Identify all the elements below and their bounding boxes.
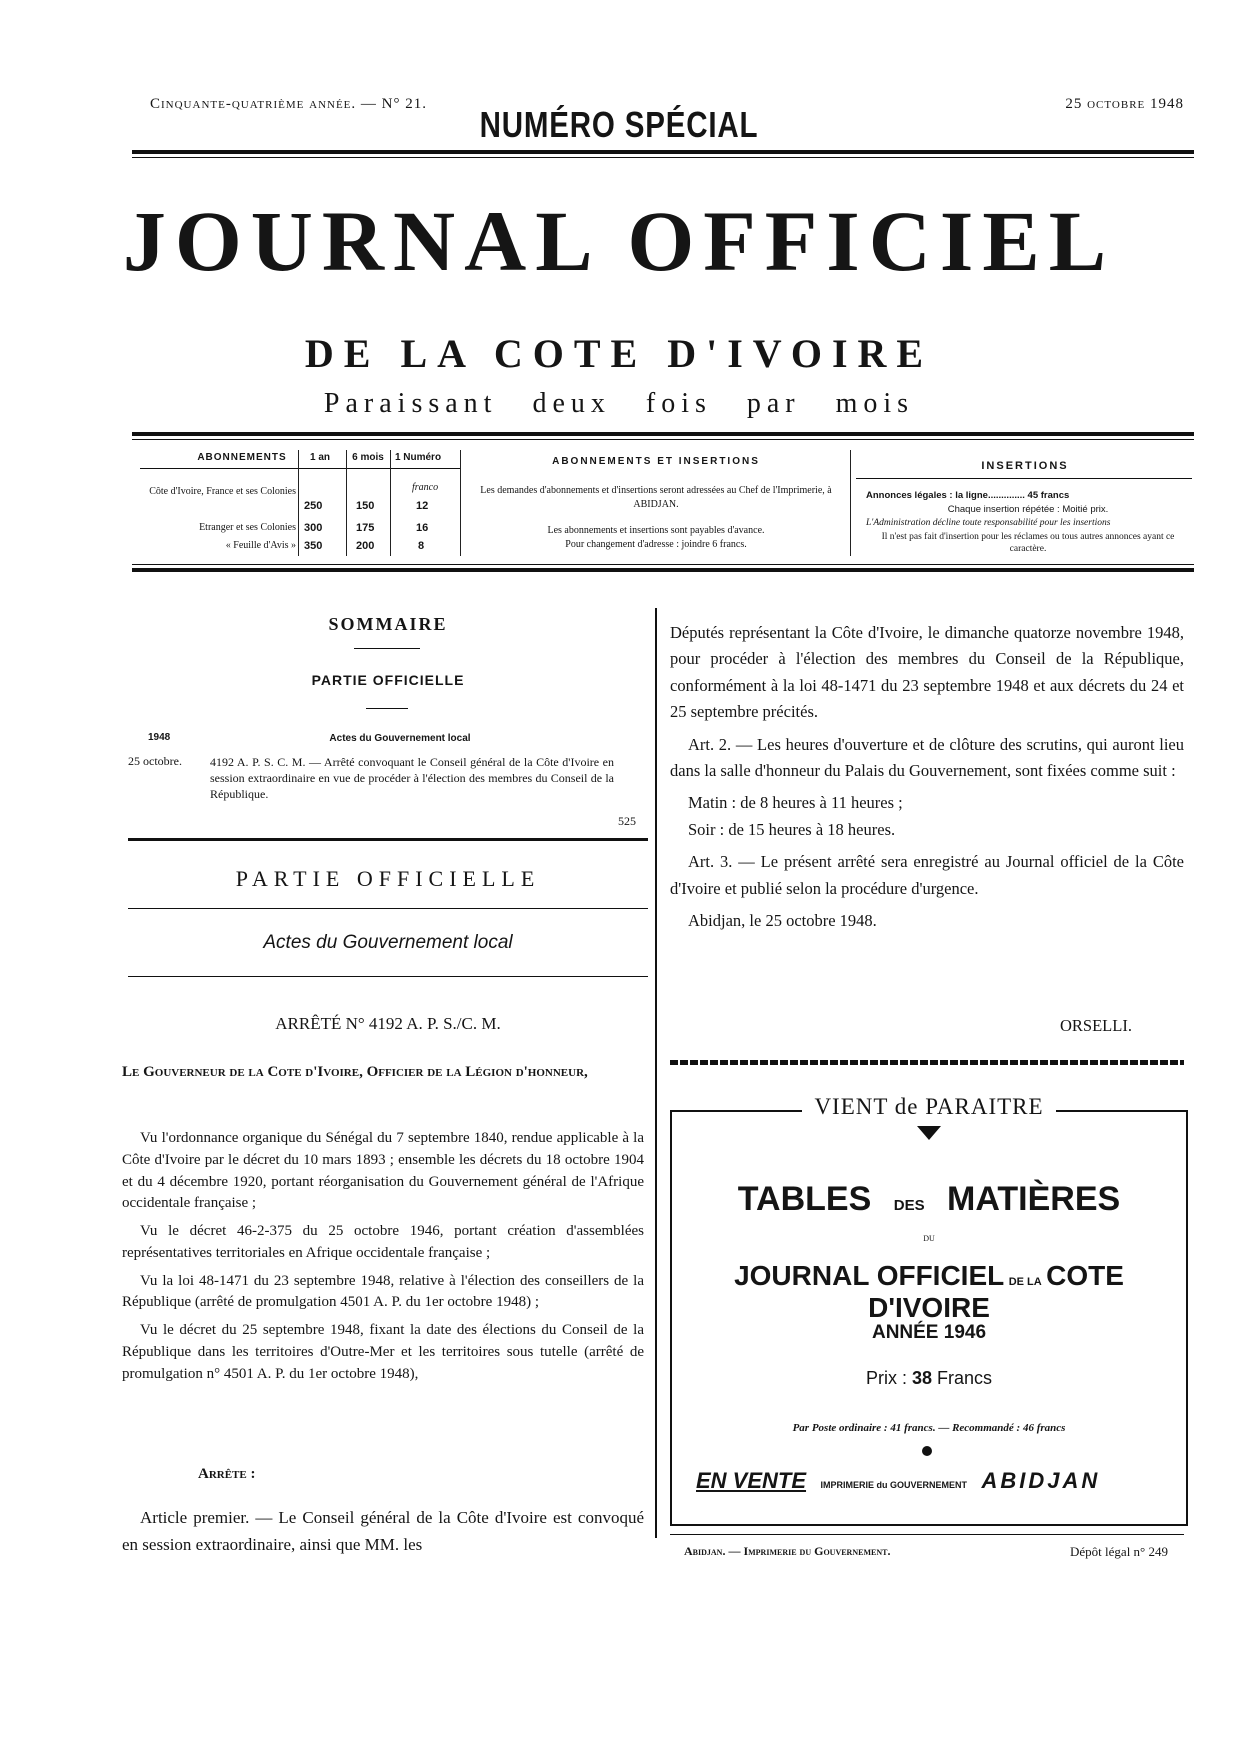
sommaire-ornament [354, 648, 420, 649]
ad-en-vente: EN VENTE [696, 1468, 807, 1493]
subs-row-1-six: 150 [356, 500, 375, 512]
ad-imprimerie: IMPRIMERIE du GOUVERNEMENT [820, 1480, 967, 1490]
subs-divider-4 [460, 450, 461, 556]
masthead-rule-top [132, 150, 1194, 154]
table-rule-bottom-thin [132, 564, 1194, 565]
partie-title: PARTIE OFFICIELLE [235, 866, 541, 891]
subs-row-2-year: 300 [304, 522, 323, 534]
table-rule-bottom [132, 568, 1194, 572]
insertions-header: INSERTIONS [981, 460, 1069, 472]
abo-insertions-line-3: Pour changement d'adresse : joindre 6 francs. [565, 539, 747, 550]
ad-de-la: DE LA [1008, 1276, 1042, 1288]
ad-jo-line [672, 1260, 1186, 1324]
insertions-line-1: Annonces légales : la ligne.............. 45 francs [866, 490, 1070, 501]
hours-soir: Soir : de 15 heures à 18 heures. [688, 819, 896, 839]
signature: ORSELLI. [1060, 1016, 1132, 1035]
ad-abidjan: ABIDJAN [981, 1468, 1101, 1493]
abo-insertions-header: ABONNEMENTS ET INSERTIONS [552, 456, 760, 467]
insertions-line-3: L'Administration décline toute responsabilité pour les insertions [866, 518, 1111, 528]
insertions-divider [850, 450, 851, 556]
subs-row-3-issue: 8 [418, 540, 425, 552]
subs-row-2-six: 175 [356, 522, 375, 534]
ad-en-vente-line [696, 1468, 1166, 1494]
partie-subtitle: Actes du Gouvernement local [263, 932, 513, 953]
ad-du: DU [923, 1234, 935, 1243]
arrete-label: Arrête : [198, 1466, 256, 1482]
edition-number: Cinquante-quatrième année. — N° 21. [150, 96, 427, 112]
vu-paragraph-4: Vu le décret du 25 septembre 1948, fixant la date des élections du Conseil de la République dans les territoires d'Outre-Mer et les territoires sous tutelle (arrêté de promulgation n° 4501 A. P. du 1er octobre 1948), [122, 1322, 644, 1382]
subs-row-1-issue: 12 [416, 500, 429, 512]
ad-prix-value: 38 [911, 1368, 933, 1388]
subs-row-3-six: 200 [356, 540, 375, 552]
subs-divider-1 [298, 450, 299, 556]
sommaire-title: SOMMAIRE [328, 614, 448, 634]
issue-date: 25 octobre 1948 [1065, 96, 1184, 112]
hours-matin: Matin : de 8 heures à 11 heures ; [688, 793, 903, 813]
vu-list [122, 1128, 644, 1391]
insertions-line-2: Chaque insertion répétée : Moitié prix. [947, 504, 1109, 515]
sommaire-entry-date: 25 octobre. [128, 754, 182, 768]
col-year: 1 an [309, 452, 330, 463]
journal-frequency: Paraissant deux fois par mois [323, 388, 915, 419]
subs-divider-3 [390, 450, 391, 556]
subs-row-3-year: 350 [304, 540, 323, 552]
partie-subtitle-rule [128, 976, 648, 977]
ad-prix-unit: Francs [937, 1368, 993, 1388]
ad-annee: ANNÉE 1946 [871, 1322, 987, 1343]
sommaire-heading: Actes du Gouvernement local [329, 733, 471, 744]
ad-poste: Par Poste ordinaire : 41 francs. — Recommandé : 46 francs [792, 1422, 1066, 1434]
abo-insertions-line-2: Les abonnements et insertions sont payables d'avance. [547, 525, 765, 536]
sommaire-section-rule [366, 708, 408, 709]
insertions-line-4: Il n'est pas fait d'insertion pour les réclames ou tous autres annonces ayant ce caractère. [881, 532, 1175, 554]
ad-ci: COTE D'IVOIRE [868, 1260, 1124, 1323]
subs-row-1-year: 250 [304, 500, 323, 512]
ad-jo: JOURNAL OFFICIEL [734, 1260, 1005, 1291]
sommaire-entry-text: 4192 A. P. S. C. M. — Arrêté convoquant le Conseil général de la Côte d'Ivoire en session extraordinaire en vue de procéder à l'élection des membres du Conseil de la République. [210, 755, 614, 802]
ad-des: DES [893, 1197, 925, 1214]
subs-divider-2 [346, 450, 347, 556]
place-date: Abidjan, le 25 octobre 1948. [688, 910, 877, 930]
ad-tables: TABLES [737, 1180, 872, 1218]
footer-rule [670, 1534, 1184, 1535]
col-issue: 1 Numéro [394, 452, 442, 463]
special-issue-label: NUMÉRO SPÉCIAL [479, 104, 759, 145]
column-divider [655, 608, 657, 1538]
table-rule-top [132, 432, 1194, 436]
continuation-paragraph: Députés représentant la Côte d'Ivoire, le dimanche quatorze novembre 1948, pour procéder à l'élection des membres du Conseil de la République, conformément à la loi 48-1471 du 23 septembre 1948 et aux décrets du 24 et 25 septembre précités. [670, 623, 1184, 722]
partie-rule [128, 908, 648, 909]
col-six-months: 6 mois [352, 452, 384, 463]
subscriptions-header: ABONNEMENTS [197, 452, 287, 463]
insertions-header-rule [856, 478, 1192, 479]
franco-label: franco [412, 482, 439, 493]
footer-printer: Abidjan. — Imprimerie du Gouvernement. [684, 1544, 891, 1558]
ad-matieres: MATIÈRES [947, 1180, 1121, 1218]
sommaire-section: PARTIE OFFICIELLE [311, 672, 465, 688]
table-rule-top-thin [132, 439, 1194, 440]
vu-paragraph-3: Vu la loi 48-1471 du 23 septembre 1948, relative à l'élection des conseillers de la République (arrêté de promulgation 4501 A. P. du 1er octobre 1948) ; [122, 1272, 644, 1311]
right-column-text [670, 620, 1184, 940]
subs-header-rule [140, 468, 460, 469]
subs-row-2-label: Etranger et ses Colonies [199, 522, 296, 533]
ad-vient: VIENT de PARAITRE [802, 1094, 1055, 1119]
ad-vient-wrap [672, 1094, 1186, 1120]
article-3: Art. 3. — Le présent arrêté sera enregistré au Journal officiel de la Côte d'Ivoire et publié selon la procédure d'urgence. [670, 852, 1184, 898]
tables-ad-box [670, 1094, 1188, 1526]
vu-paragraph-2: Vu le décret 46-2-375 du 25 octobre 1946, portant création d'assemblées représentatives territoriales en Afrique occidentale française ; [122, 1223, 644, 1261]
governor-line: Le Gouverneur de la Cote d'Ivoire, Officier de la Légion d'honneur, [122, 1064, 588, 1080]
ad-prix-line [672, 1368, 1186, 1389]
article-premier: Article premier. — Le Conseil général de la Côte d'Ivoire est convoqué en session extraordinaire, ainsi que MM. les [122, 1508, 644, 1555]
journal-title: JOURNAL OFFICIEL [122, 193, 1116, 289]
dashed-rule [670, 1060, 1184, 1065]
abo-insertions-line-1: Les demandes d'abonnements et d'insertions seront adressées au Chef de l'Imprimerie, à ABIDJAN. [480, 485, 832, 510]
ad-tables-line [672, 1180, 1186, 1219]
ad-prix-label: Prix : [865, 1368, 907, 1388]
footer-depot: Dépôt légal n° 249 [1070, 1544, 1168, 1559]
vu-paragraph-1: Vu l'ordonnance organique du Sénégal du 7 septembre 1840, rendue applicable à la Côte d'Ivoire par le décret du 10 mars 1893 ; ensemble les décrets du 18 octobre 1904 et du 4 décembre 1920, portant réorganisation du Gouvernement général de l'Afrique occidentale française ; [122, 1130, 644, 1212]
masthead-rule-top-thin [132, 157, 1194, 158]
sommaire-year: 1948 [148, 732, 171, 743]
sommaire-page: 525 [618, 814, 636, 828]
ad-bullet-icon [922, 1446, 932, 1456]
subs-row-1-label: Côte d'Ivoire, France et ses Colonies [149, 486, 296, 497]
subs-row-2-issue: 16 [416, 522, 429, 534]
sommaire-rule [128, 838, 648, 841]
subs-row-3-label: « Feuille d'Avis » [225, 540, 296, 551]
ad-arrow-icon [917, 1126, 941, 1140]
arrete-title: ARRÊTÉ N° 4192 A. P. S./C. M. [275, 1014, 501, 1033]
journal-subtitle: DE LA COTE D'IVOIRE [304, 331, 934, 376]
article-2: Art. 2. — Les heures d'ouverture et de clôture des scrutins, qui auront lieu dans la salle d'honneur du Palais du Gouvernement, sont fixées comme suit : [670, 734, 1184, 780]
